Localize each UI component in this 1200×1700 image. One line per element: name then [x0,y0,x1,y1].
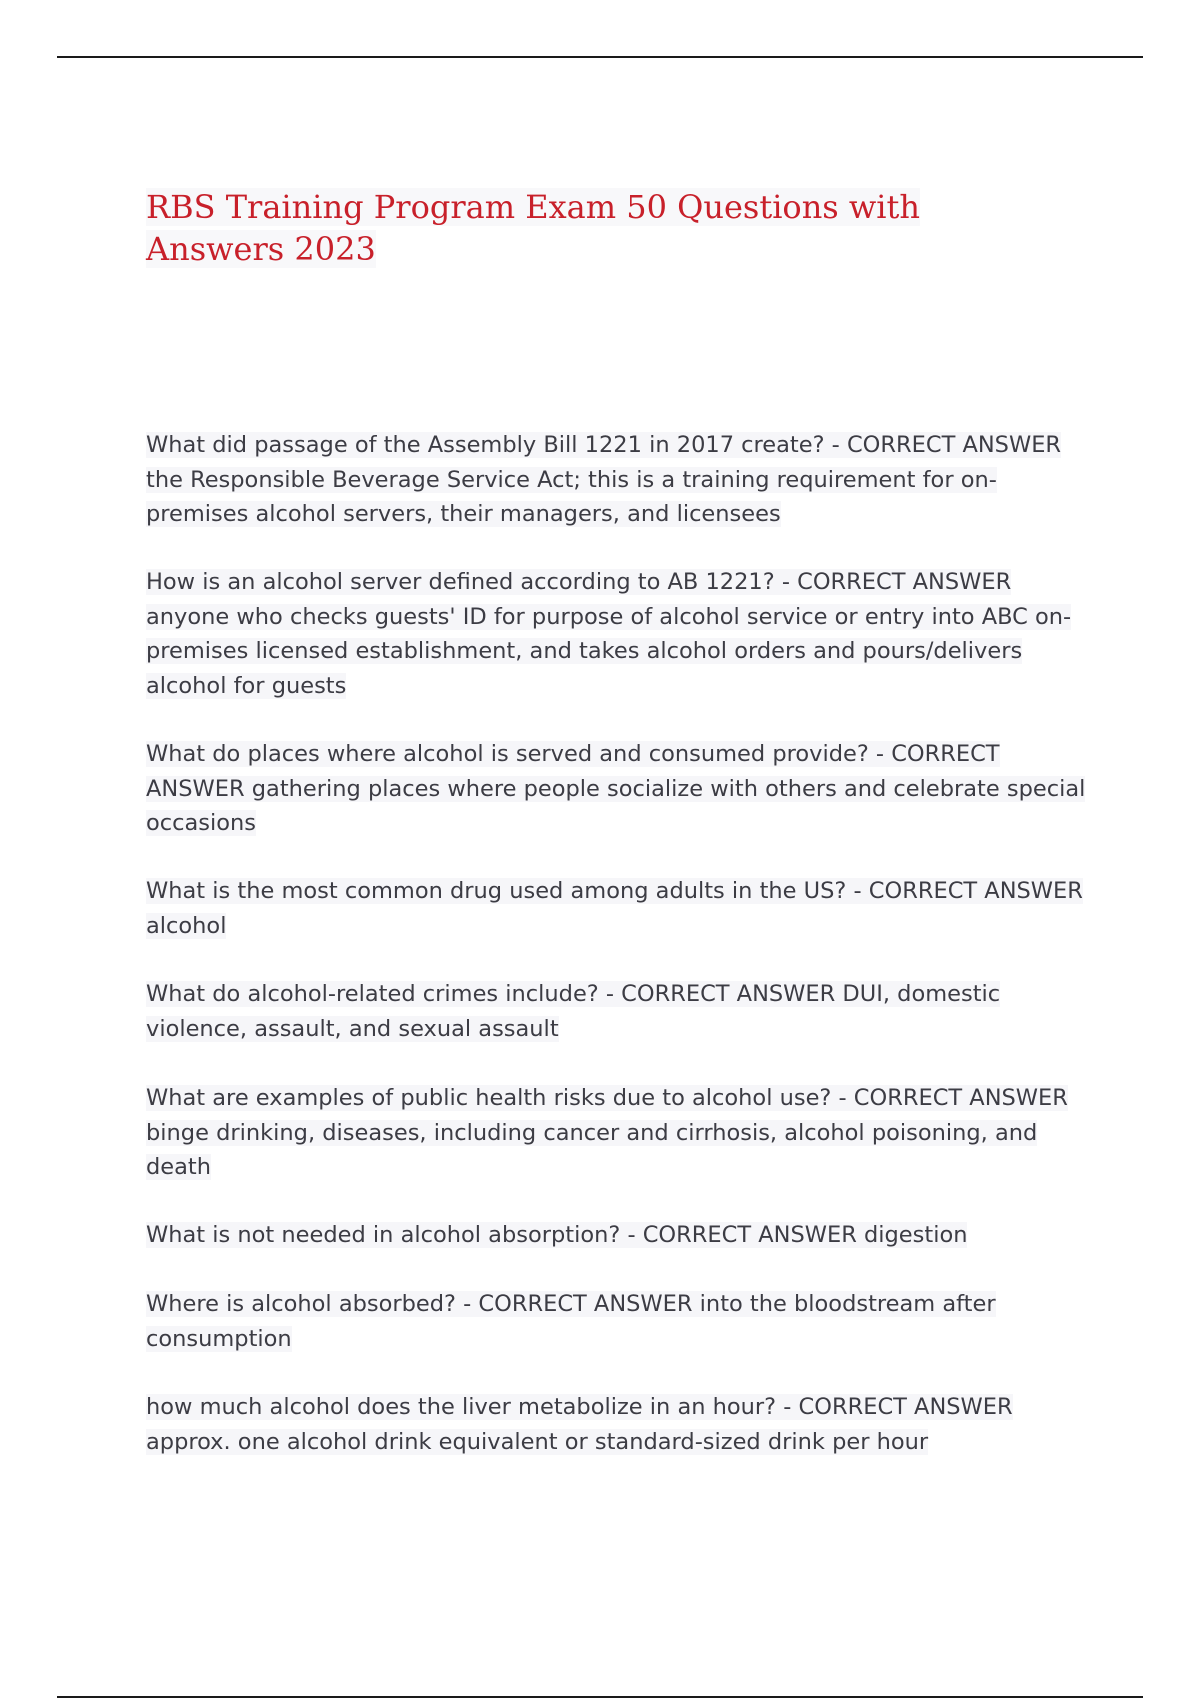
qa-item: What is the most common drug used among adults in the US? - CORRECT ANSWER alcohol [146,878,1083,939]
top-rule [57,56,1143,58]
bottom-rule [57,1696,1143,1698]
qa-item: how much alcohol does the liver metabolize in an hour? - CORRECT ANSWER approx. one alcohol drink equivalent or standard-sized drink per hour [146,1394,1013,1455]
qa-item: How is an alcohol server defined according to AB 1221? - CORRECT ANSWER anyone who checks guests' ID for purpose of alcohol service or entry into ABC on-premises licensed establishment, and takes alcohol orders and pours/delivers alcohol for guests [146,569,1072,699]
qa-item: What did passage of the Assembly Bill 1221 in 2017 create? - CORRECT ANSWER the Responsible Beverage Service Act; this is a training requirement for on-premises alcohol servers, their managers, and licensees [146,432,1062,527]
document-title: RBS Training Program Exam 50 Questions with Answers 2023 [146,188,920,268]
qa-item: Where is alcohol absorbed? - CORRECT ANSWER into the bloodstream after consumption [146,1291,996,1352]
qa-item: What do alcohol-related crimes include? - CORRECT ANSWER DUI, domestic violence, assault, and sexual assault [146,981,1001,1042]
qa-item: What is not needed in alcohol absorption? - CORRECT ANSWER digestion [146,1222,968,1248]
qa-item: What are examples of public health risks due to alcohol use? - CORRECT ANSWER binge drinking, diseases, including cancer and cirrhosis, alcohol poisoning, and death [146,1085,1068,1180]
qa-item: What do places where alcohol is served and consumed provide? - CORRECT ANSWER gathering places where people socialize with others and celebrate special occasions [146,741,1086,836]
document-body [146,186,1086,1455]
